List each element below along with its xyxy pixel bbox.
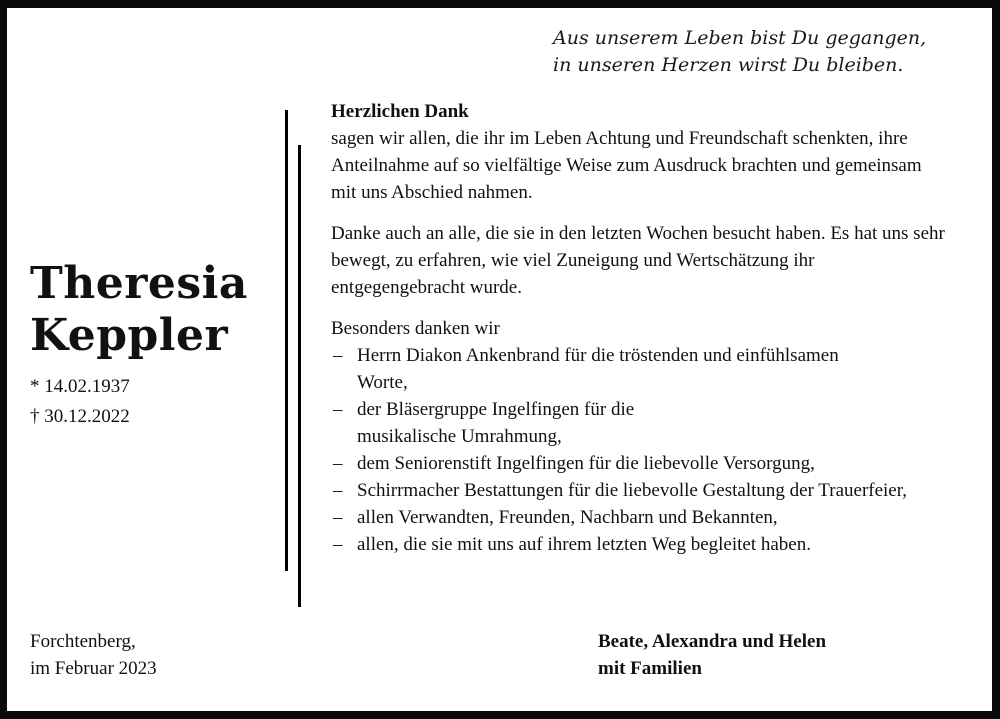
motto-line-2: in unseren Herzen wirst Du bleiben.	[553, 54, 904, 76]
divider-line-right	[298, 145, 301, 607]
last-name: Keppler	[30, 310, 229, 361]
list-item: – Schirrmacher Bestattungen für die liebevolle Gestaltung der Trauerfeier,	[331, 477, 967, 504]
list-item: – dem Seniorenstift Ingelfingen für die liebevolle Versorgung,	[331, 450, 1000, 477]
life-dates	[30, 372, 130, 432]
deceased-name	[30, 258, 248, 362]
signature-line-2: mit Familien	[598, 658, 702, 679]
thanks-paragraph-2: Danke auch an alle, die sie in den letzten Wochen besucht haben. Es hat uns sehr bewegt, zu erfahren, wie viel Zuneigung und Wertschätzung ihr entgegengebracht wurde.	[331, 223, 945, 298]
list-item: – der Bläsergruppe Ingelfingen für die musikalische Umrahmung,	[331, 396, 697, 450]
birth-date: * 14.02.1937	[30, 376, 130, 397]
first-name: Theresia	[30, 258, 248, 309]
thanks-list	[331, 342, 981, 558]
thanks-paragraph-1: sagen wir allen, die ihr im Leben Achtung und Freundschaft schenkten, ihre Anteilnahme auf so vielfältige Weise zum Ausdruck brachten und gemeinsam mit uns Abschied nahmen.	[331, 128, 922, 203]
signature-line-1: Beate, Alexandra und Helen	[598, 631, 827, 652]
signature	[598, 628, 826, 682]
thanks-text	[331, 98, 981, 558]
thanks-intro: Besonders danken wir	[331, 318, 500, 339]
place-date	[30, 628, 157, 682]
death-date: † 30.12.2022	[30, 406, 130, 427]
place-line-1: Forchtenberg,	[30, 631, 136, 652]
place-line-2: im Februar 2023	[30, 658, 157, 679]
motto	[553, 25, 926, 79]
list-item: – allen Verwandten, Freunden, Nachbarn und Bekannten,	[331, 504, 1000, 531]
motto-line-1: Aus unserem Leben bist Du gegangen,	[553, 27, 927, 49]
list-item: – allen, die sie mit uns auf ihrem letzten Weg begleitet haben.	[331, 531, 1000, 558]
divider-line-left	[285, 110, 288, 571]
list-item: – Herrn Diakon Ankenbrand für die tröstenden und einfühlsamen Worte,	[331, 342, 877, 396]
thanks-title: Herzlichen Dank	[331, 101, 469, 122]
